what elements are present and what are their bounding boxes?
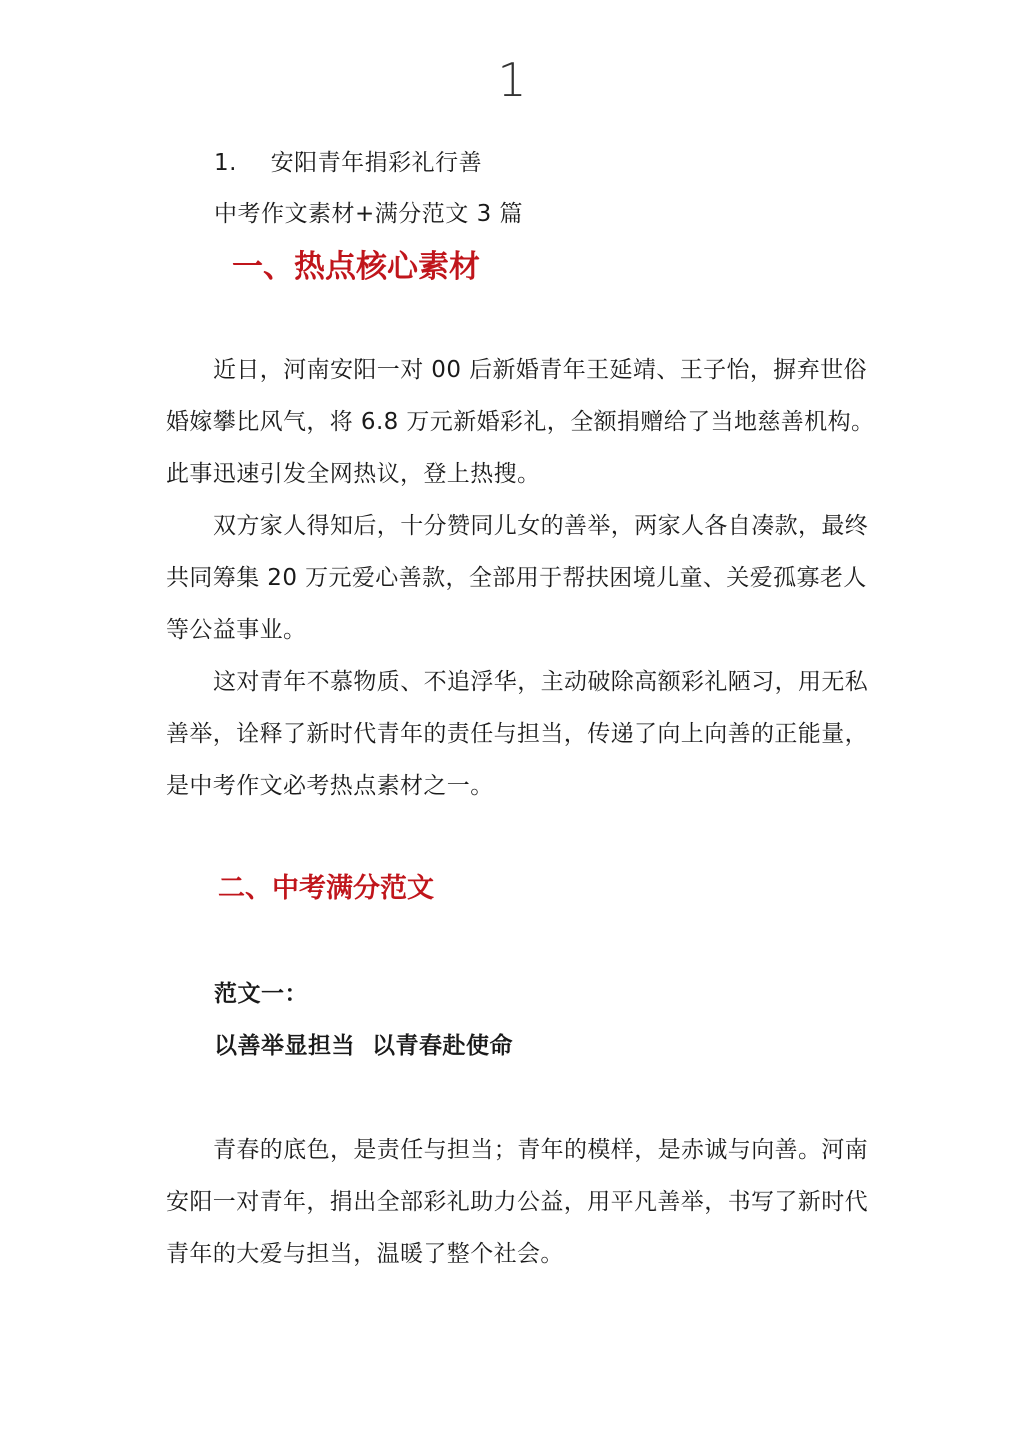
text-line: 此事迅速引发全网热议，登上热搜。 [166, 461, 541, 487]
essay1-label: 范文一： [214, 981, 308, 1007]
section1-paragraph-2 [166, 500, 869, 656]
section1-paragraph-3 [166, 656, 869, 812]
title-item [214, 148, 482, 178]
page-number: 1 [497, 53, 527, 107]
subtitle: 中考作文素材+满分范文 3 篇 [214, 201, 524, 227]
section1-heading: 一、热点核心素材 [232, 249, 480, 285]
text-line: 共同筹集 20 万元爱心善款，全部用于帮扶困境儿童、关爱孤寡老人 [166, 565, 867, 591]
text-line: 善举，诠释了新时代青年的责任与担当，传递了向上向善的正能量， [166, 721, 868, 747]
text-line: 近日，河南安阳一对 00 后新婚青年王延靖、王子怡，摒弃世俗 [213, 357, 867, 383]
title-item-text: 安阳青年捐彩礼行善 [270, 150, 483, 176]
text-line: 双方家人得知后，十分赞同儿女的善举，两家人各自凑款，最终 [213, 513, 869, 539]
text-line: 青年的大爱与担当，温暖了整个社会。 [166, 1241, 564, 1267]
text-line: 等公益事业。 [166, 617, 307, 643]
text-line: 婚嫁攀比风气，将 6.8 万元新婚彩礼，全额捐赠给了当地慈善机构。 [166, 409, 875, 435]
text-line: 安阳一对青年，捐出全部彩礼助力公益，用平凡善举，书写了新时代 [166, 1189, 868, 1215]
section2-heading: 二、中考满分范文 [218, 873, 434, 904]
title-item-number: 1. [214, 150, 237, 176]
section1-paragraph-1 [166, 344, 875, 500]
essay1-title: 以善举显担当 以青春赴使命 [214, 1033, 514, 1059]
text-line: 青春的底色，是责任与担当；青年的模样，是赤诚与向善。河南 [213, 1137, 869, 1163]
essay1-paragraph [166, 1124, 869, 1280]
text-line: 是中考作文必考热点素材之一。 [166, 773, 494, 799]
text-line: 这对青年不慕物质、不追浮华，主动破除高额彩礼陋习，用无私 [213, 669, 869, 695]
